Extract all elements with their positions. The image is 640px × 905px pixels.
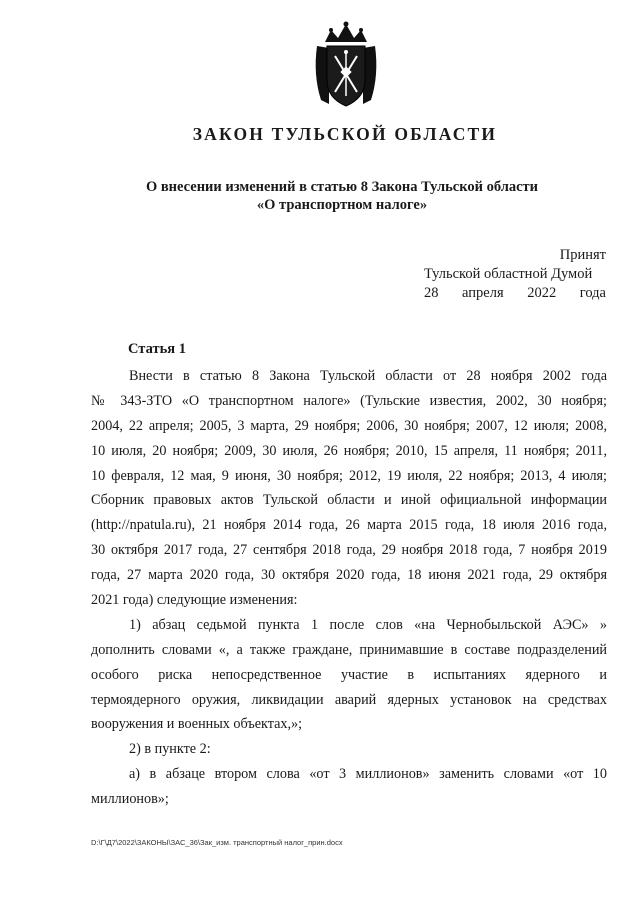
body-line: 2021 года) следующие изменения: <box>91 592 298 609</box>
subtitle-line: «О транспортном налоге» <box>256 197 428 213</box>
body-line: а) в абзаце втором слова «от 3 миллионов» заменить словами «от 10 <box>129 766 607 783</box>
body-line: термоядерного оружия, ликвидации аварий ядерных установок на средствах <box>91 691 607 708</box>
body-line: 2004, 22 апреля; 2005, 3 марта, 29 ноября; 2006, 30 ноября; 2007, 12 июля; 2008, <box>91 417 607 434</box>
body-line: Сборник правовых актов Тульской области и иной официальной информации <box>91 492 607 509</box>
file-path-footer: D:\Г\Д7\2022\ЗАКОНЫ\ЗАС_36\Зак_изм. транспортный налог_прин.docx <box>91 838 343 847</box>
body-line: особого риска непосредственное участие в испытаниях ядерного и <box>91 666 607 683</box>
body-line: миллионов»; <box>91 791 169 808</box>
coat-of-arms-icon <box>311 20 381 110</box>
body-line: 10 июля, 20 ноября; 2009, 30 июля, 26 ноября; 2010, 15 апреля, 11 ноября; 2011, <box>91 442 607 459</box>
adoption-block <box>424 246 606 303</box>
body-line: № 343-ЗТО «О транспортном налоге» (Тульские известия, 2002, 30 ноября; <box>91 392 607 409</box>
law-title: ЗАКОН ТУЛЬСКОЙ ОБЛАСТИ <box>192 124 498 144</box>
adoption-date <box>424 284 606 303</box>
adoption-day: 28 <box>424 285 439 301</box>
body-line: 30 октября 2017 года, 27 сентября 2018 года, 29 ноября 2018 года, 7 ноября 2019 <box>91 542 607 559</box>
body-line: 1) абзац седьмой пункта 1 после слов «на Чернобыльской АЭС» » <box>129 616 607 633</box>
body-line: Внести в статью 8 Закона Тульской области от 28 ноября 2002 года <box>129 368 607 384</box>
body-line: года, 27 марта 2020 года, 30 октября 2020 года, 18 июня 2021 года, 29 октября <box>91 567 607 584</box>
body-line: 2) в пункте 2: <box>129 741 211 758</box>
law-subtitle <box>112 178 572 214</box>
subtitle-line: О внесении изменений в статью 8 Закона Тульской области <box>145 179 539 195</box>
adopted-by: Тульской областной Думой <box>424 266 593 282</box>
article-heading: Статья 1 <box>128 341 186 357</box>
adoption-year-suffix: года <box>579 285 606 301</box>
adopted-label: Принят <box>559 247 606 263</box>
body-line: 10 февраля, 12 мая, 9 июня, 30 ноября; 2012, 19 июля, 22 ноября; 2013, 4 июля; <box>91 467 607 484</box>
article-body <box>91 364 607 812</box>
adoption-month: апреля <box>462 285 504 301</box>
adoption-year: 2022 <box>527 285 557 301</box>
body-line: дополнить словами «, а также граждане, принимавшие в составе подразделений <box>91 641 607 658</box>
body-line: вооружения и военных объектах,»; <box>91 716 303 733</box>
body-line: (http://npatula.ru), 21 ноября 2014 года, 26 марта 2015 года, 18 июля 2016 года, <box>91 517 607 534</box>
